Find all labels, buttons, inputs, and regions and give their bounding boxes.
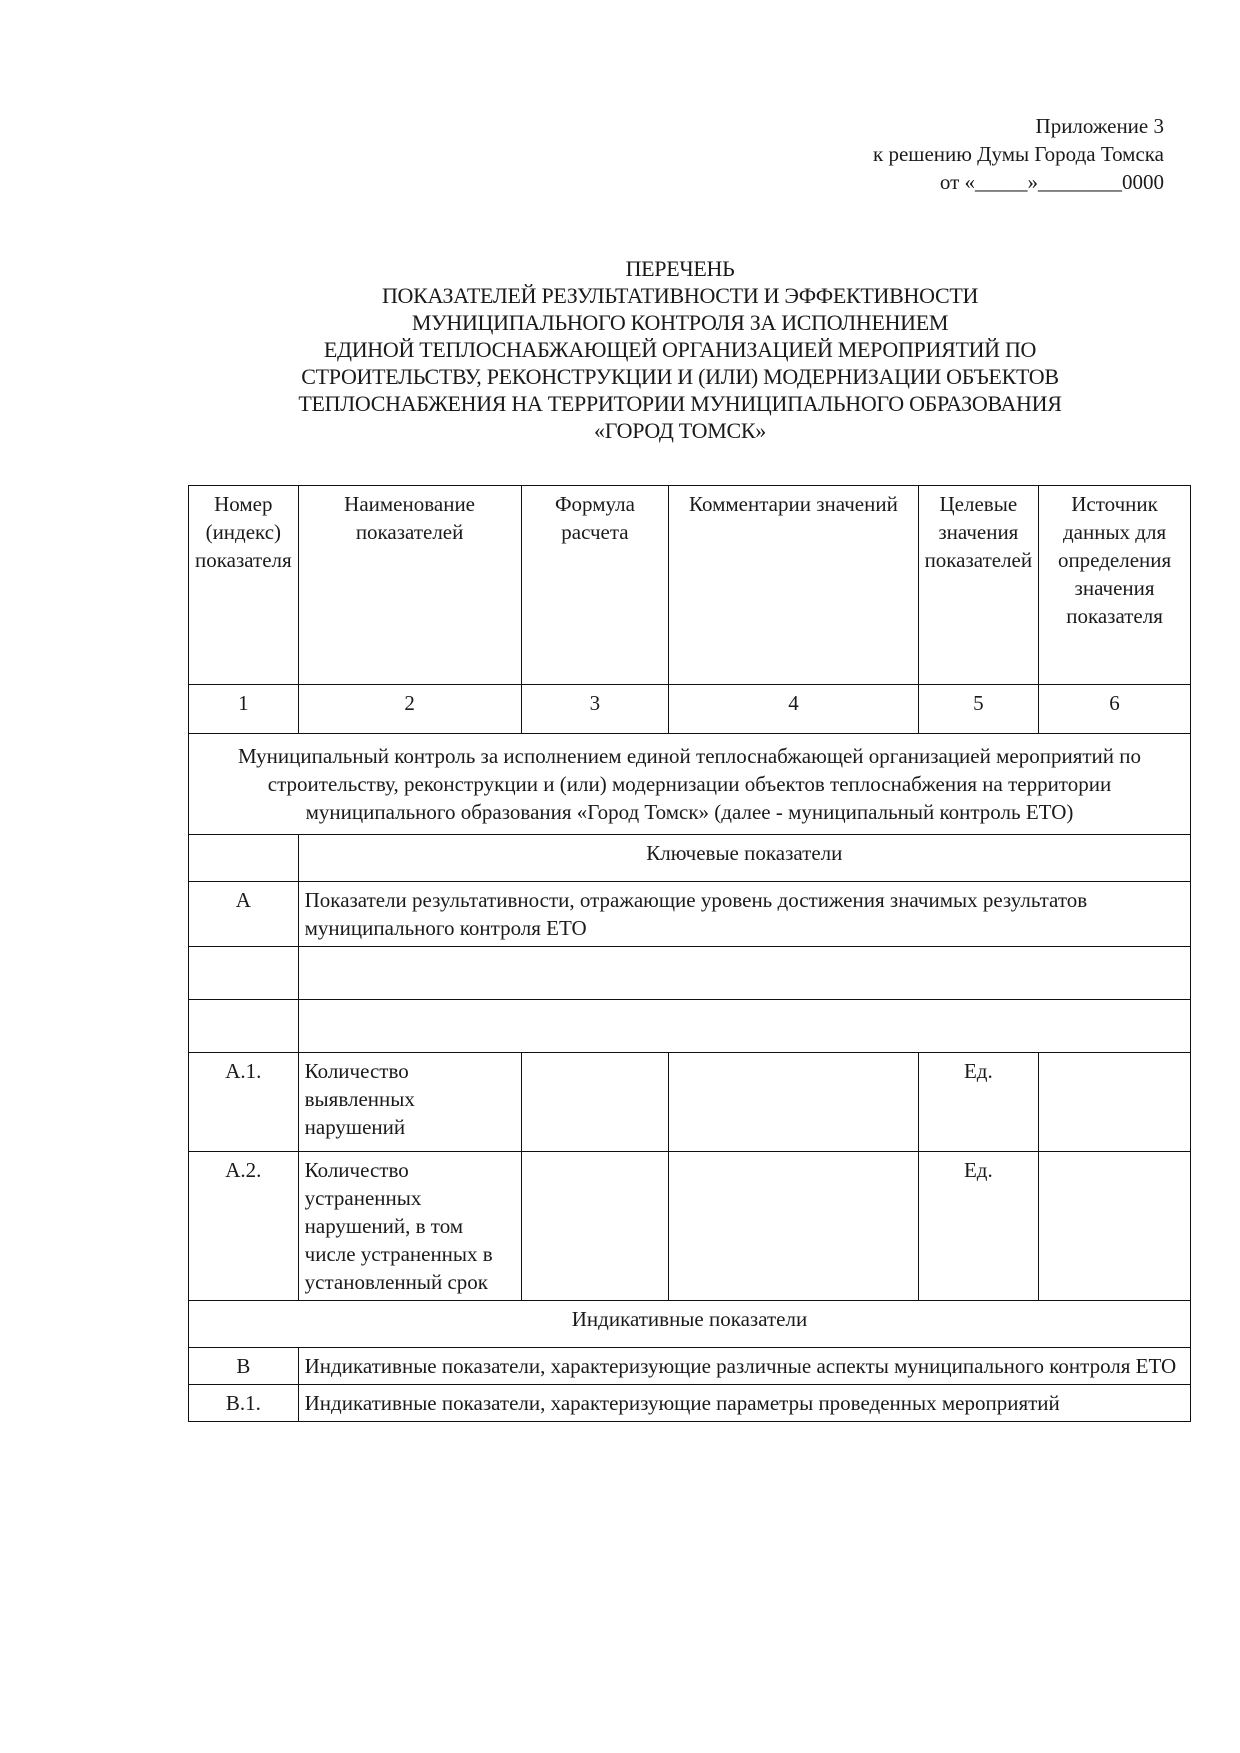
column-number: 4: [669, 685, 918, 734]
indicative-row: [189, 1301, 1191, 1348]
row-index: А.1.: [189, 1053, 299, 1152]
row-name: Количество устраненных нарушений, в том числе устраненных в установленный срок: [298, 1152, 521, 1301]
column-number: 5: [918, 685, 1039, 734]
row-source: [1039, 1152, 1191, 1301]
group-b1-text: Индикативные показатели, характеризующие параметры проведенных мероприятий: [298, 1385, 1190, 1422]
appendix-number: Приложение 3: [1035, 114, 1164, 138]
group-a-index: А: [189, 882, 299, 947]
title-line: ПЕРЕЧЕНЬ: [625, 256, 735, 281]
empty-cell: [189, 947, 299, 1000]
empty-cell: [189, 1000, 299, 1053]
header-target: Целевые значения показателей: [918, 486, 1039, 685]
key-indicators-label: Ключевые показатели: [298, 835, 1190, 882]
table-header-row: [189, 486, 1191, 685]
row-source: [1039, 1053, 1191, 1152]
header-comment: Комментарии значений: [669, 486, 918, 685]
section-title: Муниципальный контроль за исполнением единой теплоснабжающей организацией мероприятий по строительству, реконструкции и (или) модернизации объектов теплоснабжения на территории муниципального образования «Город Томск» (далее - муниципальный контроль ЕТО): [189, 734, 1191, 835]
title-line: МУНИЦИПАЛЬНОГО КОНТРОЛЯ ЗА ИСПОЛНЕНИЕМ: [411, 310, 949, 335]
indicative-label: Индикативные показатели: [189, 1301, 1191, 1348]
title-line: СТРОИТЕЛЬСТВУ, РЕКОНСТРУКЦИИ И (ИЛИ) МОДЕРНИЗАЦИИ ОБЪЕКТОВ: [301, 364, 1059, 389]
group-b-row: [189, 1348, 1191, 1385]
group-a-text: Показатели результативности, отражающие уровень достижения значимых результатов муниципального контроля ЕТО: [298, 882, 1190, 947]
header-name: Наименование показателей: [298, 486, 521, 685]
group-b-text: Индикативные показатели, характеризующие различные аспекты муниципального контроля ЕТО: [298, 1348, 1190, 1385]
column-number: 1: [189, 685, 299, 734]
appendix-decision: к решению Думы Города Томска: [873, 142, 1164, 166]
title-line: ЕДИНОЙ ТЕПЛОСНАБЖАЮЩЕЙ ОРГАНИЗАЦИЕЙ МЕРОПРИЯТИЙ ПО: [323, 337, 1037, 362]
row-comment: [669, 1152, 918, 1301]
title-line: ПОКАЗАТЕЛЕЙ РЕЗУЛЬТАТИВНОСТИ И ЭФФЕКТИВНОСТИ: [381, 283, 979, 308]
row-name: Количество выявленных нарушений: [298, 1053, 521, 1152]
title-line: ТЕПЛОСНАБЖЕНИЯ НА ТЕРРИТОРИИ МУНИЦИПАЛЬНОГО ОБРАЗОВАНИЯ: [298, 391, 1062, 416]
section-title-row: [189, 734, 1191, 835]
empty-cell: [298, 1000, 1190, 1053]
row-comment: [669, 1053, 918, 1152]
header-index: Номер (индекс) показателя: [189, 486, 299, 685]
title-line: «ГОРОД ТОМСК»: [594, 418, 766, 443]
column-number: 3: [521, 685, 669, 734]
row-index: А.2.: [189, 1152, 299, 1301]
group-a-row: [189, 882, 1191, 947]
column-number: 6: [1039, 685, 1191, 734]
table-row: [189, 1152, 1191, 1301]
empty-row: [189, 947, 1191, 1000]
row-target: Ед.: [918, 1152, 1039, 1301]
group-b1-row: [189, 1385, 1191, 1422]
column-number-row: [189, 685, 1191, 734]
row-formula: [521, 1152, 669, 1301]
empty-cell: [298, 947, 1190, 1000]
empty-row: [189, 1000, 1191, 1053]
row-formula: [521, 1053, 669, 1152]
appendix-date: от «_____»________0000: [939, 170, 1164, 194]
indicators-table: [188, 485, 1191, 1422]
table-row: [189, 1053, 1191, 1152]
row-target: Ед.: [918, 1053, 1039, 1152]
header-source: Источник данных для определения значения показателя: [1039, 486, 1191, 685]
appendix-header: [873, 112, 1164, 196]
column-number: 2: [298, 685, 521, 734]
group-b1-index: В.1.: [189, 1385, 299, 1422]
document-title: [200, 255, 1160, 444]
empty-cell: [189, 835, 299, 882]
group-b-index: В: [189, 1348, 299, 1385]
header-formula: Формула расчета: [521, 486, 669, 685]
key-indicators-row: [189, 835, 1191, 882]
